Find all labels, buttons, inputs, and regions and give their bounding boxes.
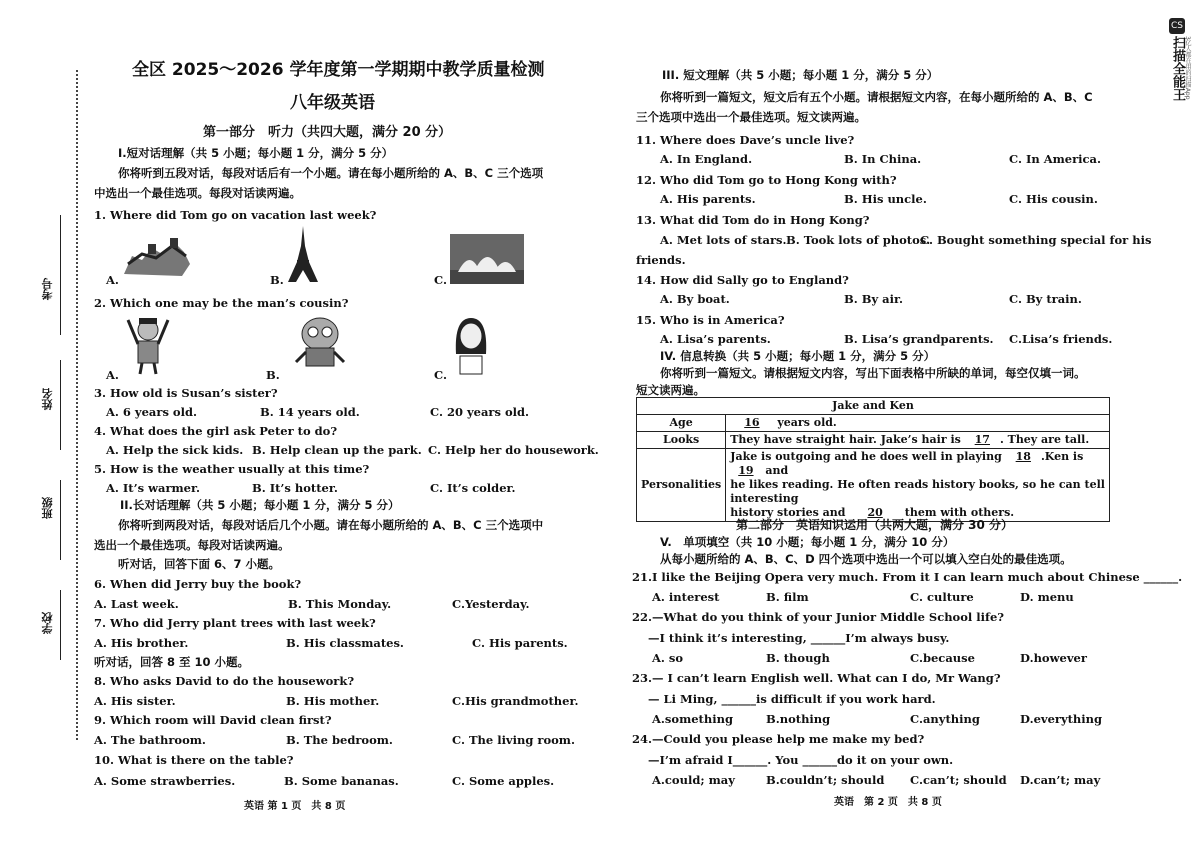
q2-option-a: A.: [106, 368, 119, 382]
q14: 14. How did Sally go to England?: [636, 273, 849, 287]
camscanner-watermark: [1166, 18, 1192, 128]
part2-heading: 第二部分 英语知识运用（共两大题，满分 30 分）: [736, 518, 1014, 532]
blank-18[interactable]: 18: [1015, 450, 1031, 463]
q21-option-a: A. interest: [652, 590, 720, 604]
q24: 24.—Could you please help me make my bed?: [632, 732, 925, 746]
q1-option-b: B.: [270, 273, 284, 287]
q5-option-a: A. It’s warmer.: [106, 481, 201, 495]
q7: 7. Who did Jerry plant trees with last week?: [94, 616, 376, 630]
blank-16[interactable]: 16: [744, 416, 760, 429]
section1-instr1: 你将听到五段对话，每段对话后有一个小题。请在每小题所给的 A、B、C 三个选项: [118, 166, 544, 180]
section2-sub1: 听对话，回答下面 6、7 小题。: [118, 557, 281, 571]
section2-instr1: 你将听到两段对话，每段对话后几个小题。请在每小题所给的 A、B、C 三个选项中: [118, 518, 544, 532]
q23-option-b: B.nothing: [766, 712, 831, 726]
q5-option-b: B. It’s hotter.: [252, 481, 338, 495]
q9-option-b: B. The bedroom.: [286, 733, 393, 747]
q14-option-a: A. By boat.: [660, 292, 730, 306]
looks-text-post: . They are tall.: [999, 433, 1090, 446]
grade-title: 八年级英语: [290, 93, 375, 113]
q21-option-b: B. film: [766, 590, 809, 604]
q2-option-b: B.: [266, 368, 280, 382]
camscanner-name: 扫描全能王: [1170, 36, 1185, 101]
section4-instr1: 你将听到一篇短文。请根据短文内容，写出下面表格中所缺的单词，每空仅填一词。: [660, 366, 1086, 380]
q11: 11. Where does Dave’s uncle live?: [636, 133, 855, 147]
q10: 10. What is there on the table?: [94, 753, 294, 767]
q11-option-a: A. In England.: [660, 152, 753, 166]
q3-option-b: B. 14 years old.: [260, 405, 360, 419]
q12: 12. Who did Tom go to Hong Kong with?: [636, 173, 897, 187]
camscanner-logo-icon: CS: [1169, 18, 1185, 34]
class-line: [60, 480, 61, 560]
footer-left: 英语 第 1 页 共 8 页: [244, 801, 346, 812]
section2-heading: II.长对话理解（共 5 小题；每小题 1 分，满分 5 分）: [120, 498, 400, 512]
q12-option-a: A. His parents.: [660, 192, 756, 206]
q8-option-b: B. His mother.: [286, 694, 380, 708]
q21-option-c: C. culture: [910, 590, 974, 604]
section4-heading: IV. 信息转换（共 5 小题；每小题 1 分，满分 5 分）: [660, 349, 936, 363]
great-wall-image: [122, 234, 192, 280]
q13-option-a: A. Met lots of stars.: [660, 233, 787, 247]
row-age-value: [726, 415, 1110, 432]
q8-option-a: A. His sister.: [94, 694, 176, 708]
q24-option-a: A.could; may: [652, 773, 735, 787]
camscanner-tagline: 3亿人都在用的扫描App: [1184, 36, 1191, 100]
q15-option-a: A. Lisa’s parents.: [660, 332, 771, 346]
q24-option-c: C.can’t; should: [910, 773, 1007, 787]
q5: 5. How is the weather usually at this time?: [94, 462, 370, 476]
q10-option-b: B. Some bananas.: [284, 774, 399, 788]
section5-instr: 从每小题所给的 A、B、C、D 四个选项中选出一个可以填入空白处的最佳选项。: [660, 552, 1072, 566]
pers-line1-post: and: [765, 464, 789, 477]
q10-option-a: A. Some strawberries.: [94, 774, 236, 788]
school-line: [60, 590, 61, 660]
pers-line1-mid: .Ken is: [1040, 450, 1084, 463]
q22-line2: —I think it’s interesting, ______I’m always busy.: [648, 631, 950, 645]
q21-option-d: D. menu: [1020, 590, 1074, 604]
section3-instr2: 三个选项中选出一个最佳选项。短文读两遍。: [636, 110, 866, 124]
eiffel-tower-image: [286, 226, 320, 284]
boy-image: [126, 314, 170, 376]
footer-right: 英语 第 2 页 共 8 页: [834, 797, 942, 808]
pers-line3-post: them with others.: [904, 506, 1015, 519]
exam-no-label: 考号: [41, 278, 54, 300]
q24-option-d: D.can’t; may: [1020, 773, 1101, 787]
q13-option-c: C. Bought something special for his: [920, 233, 1152, 247]
q15-option-c: C.Lisa’s friends.: [1009, 332, 1113, 346]
part1-heading: 第一部分 听力（共四大题，满分 20 分）: [203, 125, 452, 140]
q13-option-b: B. Took lots of photos.: [786, 233, 931, 247]
q1: 1. Where did Tom go on vacation last week?: [94, 208, 377, 222]
row-personalities-value: [726, 449, 1110, 522]
exam-title: 全区 2025～2026 学年度第一学期期中教学质量检测: [132, 60, 545, 80]
section2-instr2: 选出一个最佳选项。每段对话读两遍。: [94, 538, 290, 552]
q7-option-b: B. His classmates.: [286, 636, 404, 650]
q14-option-b: B. By air.: [844, 292, 903, 306]
q4-option-c: C. Help her do housework.: [428, 443, 599, 457]
blank-20[interactable]: 20: [867, 506, 883, 519]
section4-instr2: 短文读两遍。: [636, 383, 705, 397]
section5-heading: V. 单项填空（共 10 小题；每小题 1 分，满分 10 分）: [660, 535, 955, 549]
exam-no-line: [60, 215, 61, 335]
table-title: Jake and Ken: [637, 398, 1110, 415]
name-label: 姓名: [41, 388, 54, 410]
q23: 23.— I can’t learn English well. What can I do, Mr Wang?: [632, 671, 1001, 685]
q13: 13. What did Tom do in Hong Kong?: [636, 213, 870, 227]
row-looks-label: Looks: [637, 432, 726, 449]
q6-option-c: C.Yesterday.: [452, 597, 530, 611]
blank-19[interactable]: 19: [738, 464, 754, 477]
school-label: 学校: [41, 612, 54, 634]
q24-line2: —I’m afraid I______. You ______do it on your own.: [648, 753, 954, 767]
q3-option-c: C. 20 years old.: [430, 405, 530, 419]
q22-option-c: C.because: [910, 651, 975, 665]
q14-option-c: C. By train.: [1009, 292, 1082, 306]
q23-option-a: A.something: [652, 712, 733, 726]
q6-option-b: B. This Monday.: [288, 597, 392, 611]
binding-line: [76, 70, 78, 740]
q23-option-c: C.anything: [910, 712, 980, 726]
q21: 21.I like the Beijing Opera very much. From it I can learn much about Chinese ______.: [632, 570, 1183, 584]
row-looks-value: [726, 432, 1110, 449]
q5-option-c: C. It’s colder.: [430, 481, 516, 495]
pers-line2: he likes reading. He often reads history books, so he can tell interesting: [730, 478, 1105, 505]
q24-option-b: B.couldn’t; should: [766, 773, 885, 787]
q2: 2. Which one may be the man’s cousin?: [94, 296, 349, 310]
pers-line1-pre: Jake is outgoing and he does well in playing: [730, 450, 1002, 463]
section1-instr2: 中选出一个最佳选项。每段对话读两遍。: [94, 186, 301, 200]
q22-option-d: D.however: [1020, 651, 1087, 665]
q22-option-b: B. though: [766, 651, 830, 665]
q9-option-c: C. The living room.: [452, 733, 575, 747]
class-label: 班级: [41, 497, 54, 519]
q15: 15. Who is in America?: [636, 313, 785, 327]
q10-option-c: C. Some apples.: [452, 774, 555, 788]
q12-option-c: C. His cousin.: [1009, 192, 1098, 206]
q22: 22.—What do you think of your Junior Middle School life?: [632, 610, 1005, 624]
name-line: [60, 360, 61, 450]
old-man-image: [292, 314, 348, 374]
q2-option-c: C.: [434, 368, 447, 382]
q4-option-a: A. Help the sick kids.: [106, 443, 244, 457]
q9-option-a: A. The bathroom.: [94, 733, 206, 747]
q23-line2: — Li Ming, ______is difficult if you work hard.: [648, 692, 936, 706]
q4: 4. What does the girl ask Peter to do?: [94, 424, 338, 438]
blank-17[interactable]: 17: [974, 433, 990, 446]
q6-option-a: A. Last week.: [94, 597, 179, 611]
looks-text-pre: They have straight hair. Jake’s hair is: [730, 433, 961, 446]
section3-heading: III. 短文理解（共 5 小题；每小题 1 分，满分 5 分）: [662, 68, 939, 82]
q4-option-b: B. Help clean up the park.: [252, 443, 422, 457]
girl-image: [452, 314, 490, 376]
q7-option-a: A. His brother.: [94, 636, 189, 650]
q3: 3. How old is Susan’s sister?: [94, 386, 278, 400]
q8-option-c: C.His grandmother.: [452, 694, 579, 708]
q15-option-b: B. Lisa’s grandparents.: [844, 332, 994, 346]
row-age-label: Age: [637, 415, 726, 432]
q3-option-a: A. 6 years old.: [106, 405, 198, 419]
q9: 9. Which room will David clean first?: [94, 713, 332, 727]
q1-option-a: A.: [106, 273, 119, 287]
section2-sub2: 听对话，回答 8 至 10 小题。: [94, 655, 250, 669]
q22-option-a: A. so: [652, 651, 684, 665]
q6: 6. When did Jerry buy the book?: [94, 577, 302, 591]
pers-line3-pre: history stories and: [730, 506, 846, 519]
opera-house-image: [450, 234, 524, 284]
q7-option-c: C. His parents.: [472, 636, 568, 650]
section3-instr1: 你将听到一篇短文，短文后有五个小题。请根据短文内容，在每小题所给的 A、B、C: [660, 90, 1093, 104]
q13-option-c-cont: friends.: [636, 253, 686, 267]
q11-option-c: C. In America.: [1009, 152, 1101, 166]
info-table: [636, 397, 1110, 522]
q8: 8. Who asks David to do the housework?: [94, 674, 355, 688]
q11-option-b: B. In China.: [844, 152, 922, 166]
section1-heading: I.短对话理解（共 5 小题；每小题 1 分，满分 5 分）: [118, 146, 394, 160]
age-text: years old.: [777, 416, 837, 429]
q1-option-c: C.: [434, 273, 447, 287]
q23-option-d: D.everything: [1020, 712, 1103, 726]
row-personalities-label: Personalities: [637, 449, 726, 522]
q12-option-b: B. His uncle.: [844, 192, 927, 206]
